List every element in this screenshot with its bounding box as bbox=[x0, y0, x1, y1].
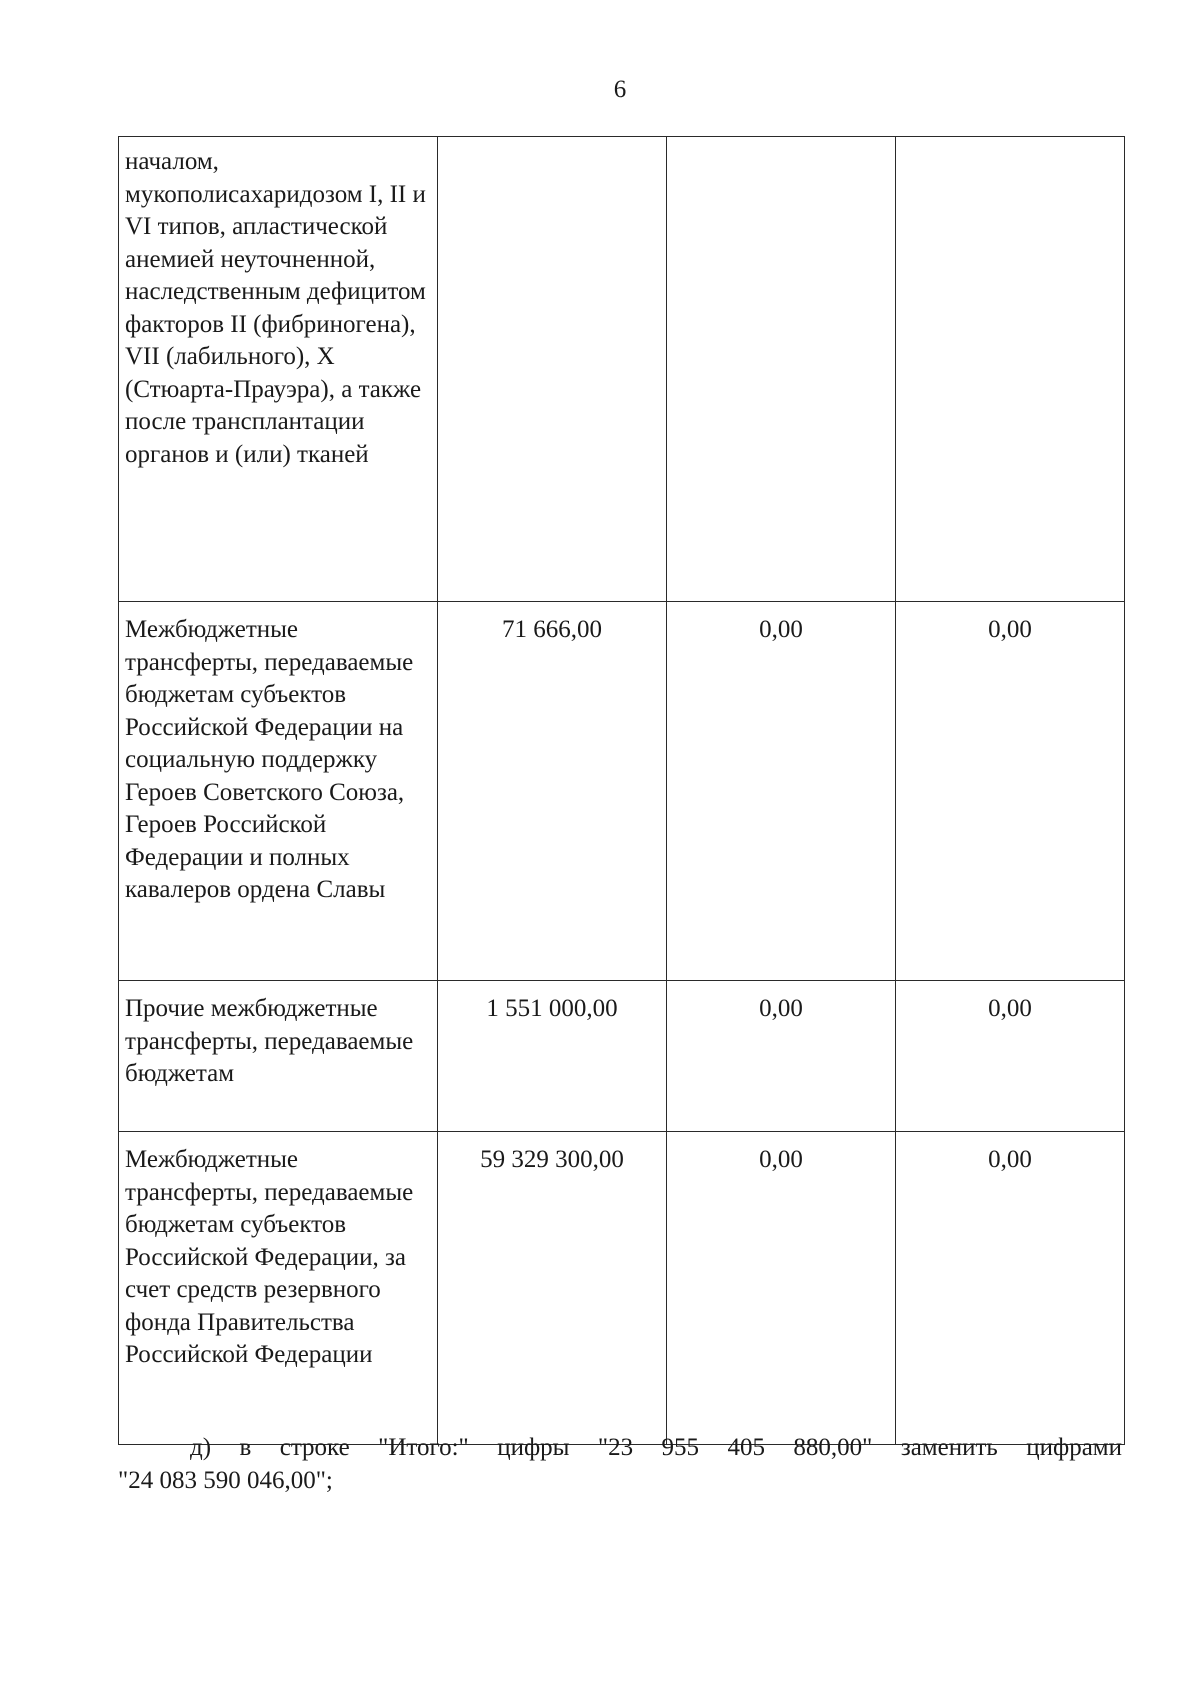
value-cell-2 bbox=[667, 602, 896, 981]
table-row bbox=[119, 981, 1125, 1132]
value-cell-2 bbox=[667, 1132, 896, 1445]
table-row bbox=[119, 137, 1125, 602]
paragraph-line-2: "24 083 590 046,00"; bbox=[118, 1466, 333, 1494]
amendment-paragraph bbox=[118, 1432, 1122, 1497]
value-cell-1 bbox=[438, 602, 667, 981]
page-number: 6 bbox=[613, 76, 627, 103]
value-1: 71 666,00 bbox=[502, 616, 602, 643]
value-3: 0,00 bbox=[988, 616, 1032, 643]
value-cell-3 bbox=[896, 981, 1125, 1132]
value-3: 0,00 bbox=[988, 995, 1032, 1022]
value-2: 0,00 bbox=[759, 995, 803, 1022]
value-cell-1 bbox=[438, 137, 667, 602]
table-row bbox=[119, 602, 1125, 981]
value-1: 59 329 300,00 bbox=[480, 1146, 624, 1173]
value-2: 0,00 bbox=[759, 1146, 803, 1173]
value-1: 1 551 000,00 bbox=[486, 995, 618, 1022]
row-name-cell bbox=[119, 137, 438, 602]
value-cell-3 bbox=[896, 602, 1125, 981]
value-3: 0,00 bbox=[988, 1146, 1032, 1173]
value-cell-1 bbox=[438, 1132, 667, 1445]
table-row bbox=[119, 1132, 1125, 1445]
row-name: Межбюджетные трансферты, передаваемые бюджетам субъектов Российской Федерации, за счет средств резервного фонда Правительства Российской Федерации bbox=[125, 1146, 414, 1368]
row-name: началом, мукополисахаридозом I, II и VI типов, апластической анемией неуточненной, наследственным дефицитом факторов II (фибриногена), VII (лабильного), X (Стюарта-Прауэра), а также после трансплантации органов и (или) тканей bbox=[125, 148, 426, 468]
value-cell-3 bbox=[896, 137, 1125, 602]
value-cell-1 bbox=[438, 981, 667, 1132]
value-cell-3 bbox=[896, 1132, 1125, 1445]
value-cell-2 bbox=[667, 981, 896, 1132]
value-cell-2 bbox=[667, 137, 896, 602]
row-name: Межбюджетные трансферты, передаваемые бюджетам субъектов Российской Федерации на социальную поддержку Героев Советского Союза, Героев Российской Федерации и полных кавалеров ордена Славы bbox=[125, 616, 414, 903]
row-name-cell bbox=[119, 981, 438, 1132]
row-name: Прочие межбюджетные трансферты, передаваемые бюджетам bbox=[125, 995, 414, 1087]
row-name-cell bbox=[119, 1132, 438, 1445]
paragraph-line-1: д) в строке "Итого:" цифры "23 955 405 880,00" заменить цифрами bbox=[190, 1434, 1122, 1461]
value-2: 0,00 bbox=[759, 616, 803, 643]
row-name-cell bbox=[119, 602, 438, 981]
budget-table bbox=[118, 136, 1125, 1445]
